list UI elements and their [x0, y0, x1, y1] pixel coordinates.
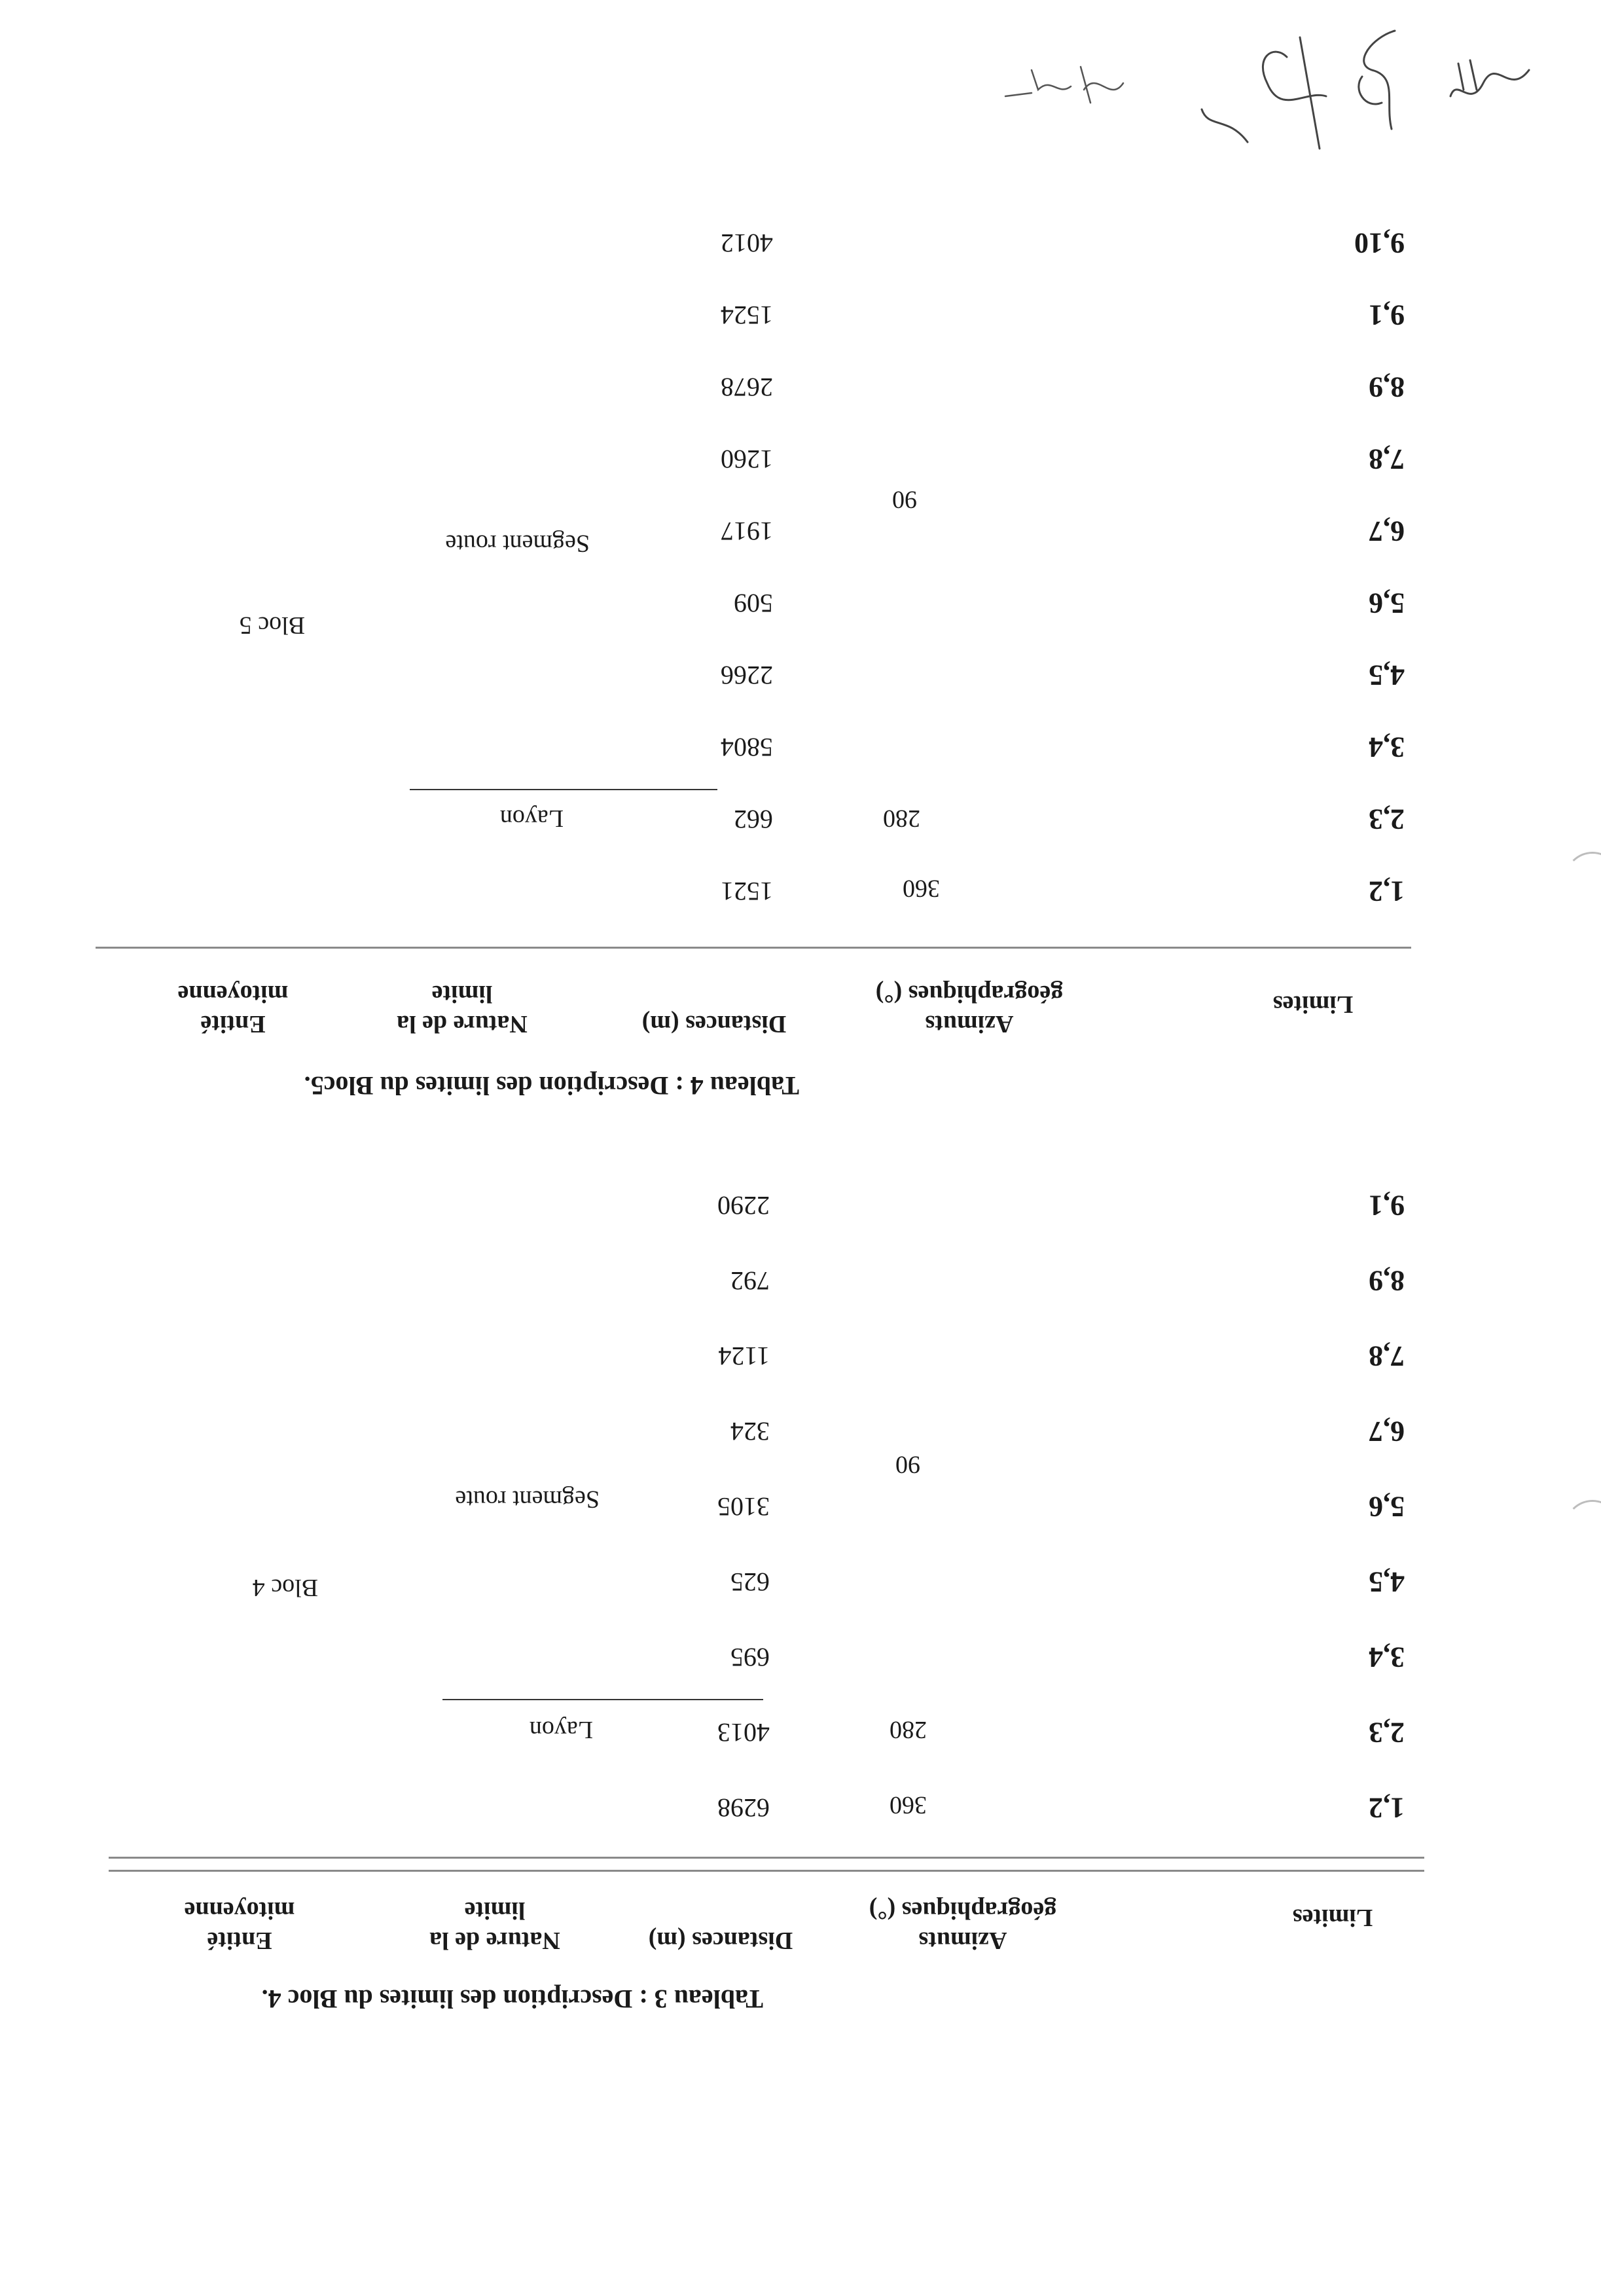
table3-row-limite: 5,6 — [1369, 1491, 1405, 1523]
table4-row-distance: 1917 — [721, 517, 773, 546]
table4-header-entite: Entité mitoyenne — [177, 980, 289, 1038]
table4-nature-segment-route: Segment route — [445, 530, 590, 557]
table4-nature-separator — [410, 789, 717, 790]
table3-row-distance: 792 — [730, 1266, 770, 1296]
table3-header-limites: Limites — [1292, 1904, 1373, 1931]
table3-row-distance: 6298 — [717, 1793, 770, 1823]
table4-entite-bloc5: Bloc 5 — [239, 611, 305, 639]
table4-row-distance: 1260 — [721, 445, 773, 474]
table4-row-distance: 1521 — [721, 877, 773, 906]
table4-row-limite: 9,10 — [1354, 227, 1405, 259]
table4-row-distance: 5804 — [721, 733, 773, 762]
table4-row-limite: 4,5 — [1369, 659, 1405, 691]
table3-nature-segment-route: Segment route — [455, 1485, 600, 1513]
table3-row-distance: 4013 — [717, 1718, 770, 1747]
table3-row-distance: 695 — [730, 1643, 770, 1672]
table3-nature-separator — [442, 1699, 763, 1700]
table3-header-nature: Nature de la limite — [429, 1897, 560, 1954]
table4-row-limite: 5,6 — [1369, 587, 1405, 619]
handwritten-signature-marks — [1195, 24, 1536, 168]
table3-header-azimuts: Azimuts géographiques (°) — [869, 1897, 1057, 1954]
table4-row-distance: 2266 — [721, 661, 773, 690]
table3-header-rule-1 — [109, 1870, 1424, 1872]
table4-header-azimuts: Azimuts géographiques (°) — [875, 980, 1064, 1038]
scan-edge-mark — [1564, 852, 1601, 908]
table4-row-distance: 662 — [734, 805, 773, 834]
table3-row-limite: 4,5 — [1369, 1566, 1405, 1598]
table3-header-entite: Entité mitoyenne — [184, 1897, 295, 1954]
table4-row-limite: 6,7 — [1369, 515, 1405, 547]
table3-row-limite: 6,7 — [1369, 1415, 1405, 1448]
table4-row-distance: 1524 — [721, 301, 773, 330]
handwritten-initials — [999, 57, 1130, 116]
table4-azimut-280: 280 — [883, 805, 920, 832]
scan-edge-mark — [1564, 1500, 1601, 1556]
table4-header-rule — [96, 947, 1411, 949]
table4-caption: Tableau 4 : Description des limites du Bloc5. — [304, 1071, 799, 1101]
table3-header-rule-2 — [109, 1857, 1424, 1859]
table4-row-limite: 7,8 — [1369, 443, 1405, 475]
table3-row-limite: 9,1 — [1369, 1190, 1405, 1222]
table3-azimut-90: 90 — [895, 1451, 920, 1478]
table3-row-distance: 324 — [730, 1417, 770, 1446]
table4-header-nature: Nature de la limite — [397, 980, 528, 1038]
table3-row-limite: 7,8 — [1369, 1340, 1405, 1372]
table3-row-limite: 3,4 — [1369, 1641, 1405, 1673]
table3-azimut-360: 360 — [890, 1791, 927, 1819]
table4-nature-layon: Layon — [499, 805, 564, 832]
table3-entite-bloc4: Bloc 4 — [252, 1574, 318, 1601]
table4-header-distances: Distances (m) — [641, 1010, 787, 1038]
table3-row-limite: 1,2 — [1369, 1792, 1405, 1824]
table4-row-limite: 2,3 — [1369, 803, 1405, 835]
table4-row-limite: 8,9 — [1369, 371, 1405, 403]
table3-row-limite: 8,9 — [1369, 1265, 1405, 1297]
table3-row-distance: 625 — [730, 1567, 770, 1597]
table4-azimut-360: 360 — [903, 875, 940, 902]
table3-caption: Tableau 3 : Description des limites du Bloc 4. — [261, 1984, 763, 2014]
table4-row-distance: 509 — [734, 589, 773, 618]
table3-row-limite: 2,3 — [1369, 1717, 1405, 1749]
table3-azimut-280: 280 — [890, 1716, 927, 1743]
table4-header-limites: Limites — [1272, 991, 1354, 1018]
table4-row-limite: 1,2 — [1369, 875, 1405, 907]
table4-row-distance: 4012 — [721, 228, 773, 258]
table3-header-distances: Distances (m) — [648, 1927, 793, 1954]
table4-row-limite: 3,4 — [1369, 731, 1405, 763]
table4-azimut-90: 90 — [892, 486, 917, 513]
table4-row-distance: 2678 — [721, 373, 773, 402]
table4-row-limite: 9,1 — [1369, 299, 1405, 331]
table3-nature-layon: Layon — [529, 1716, 593, 1743]
table3-row-distance: 2290 — [717, 1191, 770, 1220]
table3-row-distance: 1124 — [718, 1341, 770, 1371]
table3-row-distance: 3105 — [717, 1492, 770, 1522]
